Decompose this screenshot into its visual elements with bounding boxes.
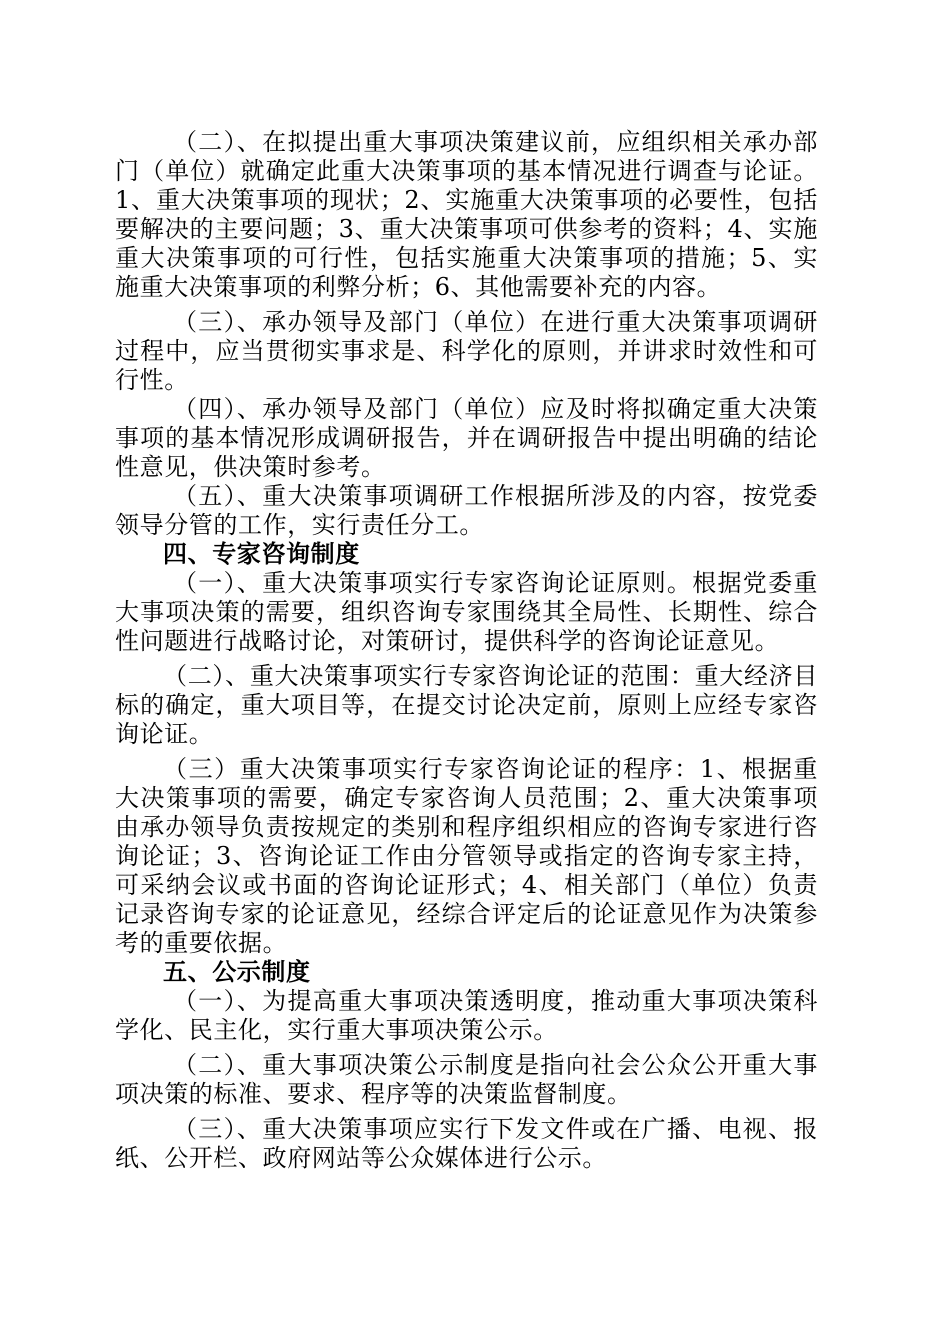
document-body bbox=[115, 128, 818, 1173]
paragraph-notice-2: （二）、重大事项决策公示制度是指向社会公众公开重大事项决策的标准、要求、程序等的决策监督制度。 bbox=[115, 1051, 818, 1108]
paragraph-2-research-content: （二）、在拟提出重大事项决策建议前，应组织相关承办部门（单位）就确定此重大决策事项的基本情况进行调查与论证。1、重大决策事项的现状；2、实施重大决策事项的必要性，包括要解决的主要问题；3、重大决策事项可供参考的资料；4、实施重大决策事项的可行性，包括实施重大决策事项的措施；5、实施重大决策事项的利弊分析；6、其他需要补充的内容。 bbox=[115, 128, 818, 301]
paragraph-4-research-report: （四）、承办领导及部门（单位）应及时将拟确定重大决策事项的基本情况形成调研报告，并在调研报告中提出明确的结论性意见，供决策时参考。 bbox=[115, 395, 818, 481]
paragraph-expert-1: （一）、重大决策事项实行专家咨询论证原则。根据党委重大事项决策的需要，组织咨询专家围绕其全局性、长期性、综合性问题进行战略讨论，对策研讨，提供科学的咨询论证意见。 bbox=[115, 569, 818, 655]
paragraph-notice-3: （三）、重大决策事项应实行下发文件或在广播、电视、报纸、公开栏、政府网站等公众媒体进行公示。 bbox=[115, 1115, 818, 1172]
section-heading-expert-consultation: 四、专家咨询制度 bbox=[163, 540, 360, 568]
section-heading-public-notice: 五、公示制度 bbox=[163, 958, 311, 986]
paragraph-3-research-principles: （三）、承办领导及部门（单位）在进行重大决策事项调研过程中，应当贯彻实事求是、科学化的原则，并讲求时效性和可行性。 bbox=[115, 308, 818, 394]
paragraph-notice-1: （一）、为提高重大事项决策透明度，推动重大事项决策科学化、民主化，实行重大事项决策公示。 bbox=[115, 987, 818, 1044]
paragraph-expert-2: （二）、重大决策事项实行专家咨询论证的范围：重大经济目标的确定，重大项目等，在提交讨论决定前，原则上应经专家咨询论证。 bbox=[115, 662, 818, 748]
paragraph-5-division-of-duty: （五）、重大决策事项调研工作根据所涉及的内容，按党委领导分管的工作，实行责任分工。 bbox=[115, 482, 818, 539]
paragraph-expert-3: （三）重大决策事项实行专家咨询论证的程序：1、根据重大决策事项的需要，确定专家咨询人员范围；2、重大决策事项由承办领导负责按规定的类别和程序组织相应的咨询专家进行咨询论证；3、咨询论证工作由分管领导或指定的咨询专家主持，可采纳会议或书面的咨询论证形式；4、相关部门（单位）负责记录咨询专家的论证意见，经综合评定后的论证意见作为决策参考的重要依据。 bbox=[115, 755, 818, 957]
